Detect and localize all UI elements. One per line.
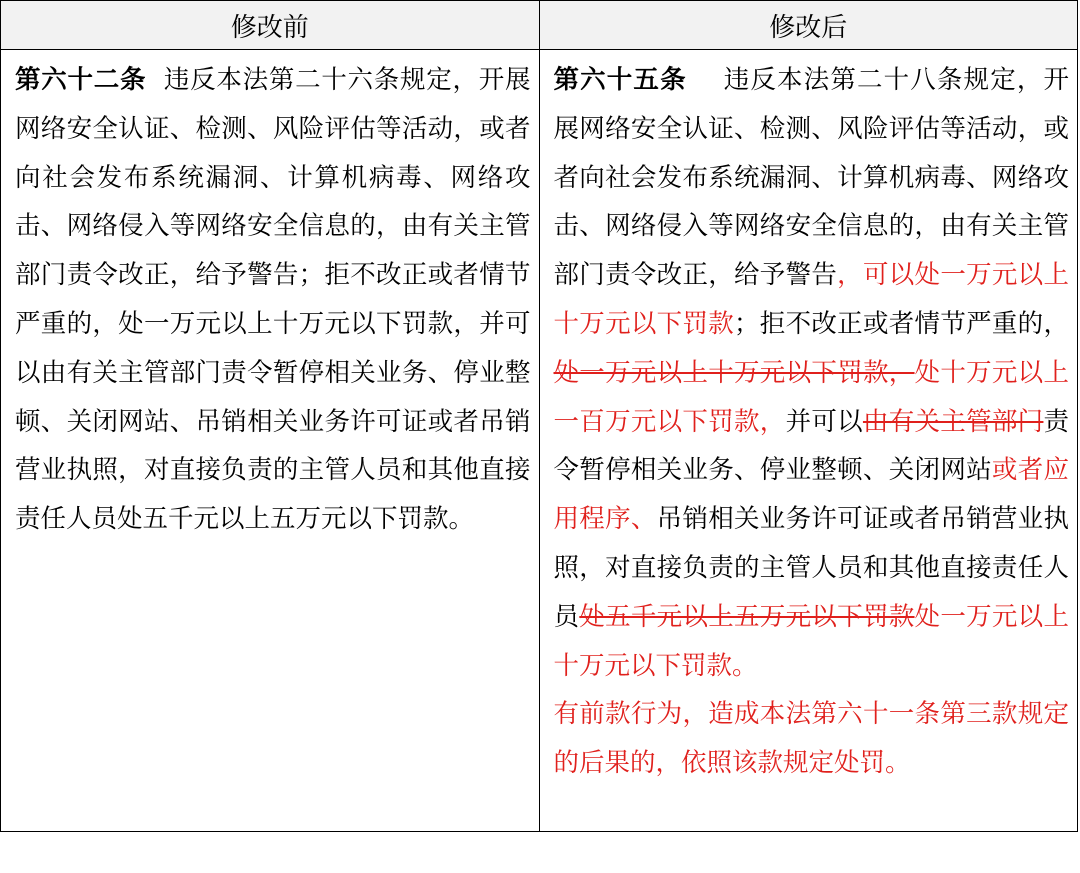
after-added-personal-fine: 处一万元以上十万元以下罚款。 (553, 601, 1069, 681)
after-deleted-fine: 处一万元以上十万元以下罚款， (553, 357, 915, 388)
header-before: 修改前 (1, 1, 540, 50)
before-cell (1, 50, 540, 832)
after-deleted-personal-fine: 处五千元以上五万元以下罚款 (579, 601, 915, 632)
body-row (1, 50, 1078, 832)
after-added-fine: ，可以处一万元以上十万元以下罚款 (553, 260, 1069, 339)
after-segment-6: 并可以 (785, 406, 863, 437)
after-segment-3: ；拒不改正或者情节严重的， (734, 308, 1069, 339)
after-segment-10: 吊销相关业务许可证或者吊销营业执照，对直接负责的主管人员和其他直接责任人员 (553, 504, 1069, 632)
before-article-number: 第六十二条 (15, 65, 147, 95)
after-cell (539, 50, 1078, 832)
after-added-app: 或者应用程序、 (553, 455, 1069, 535)
after-added-paragraph: 有前款行为，造成本法第六十一条第三款规定的后果的，依照该款规定处罚。 (553, 699, 1069, 779)
header-row (1, 1, 1078, 50)
after-text (540, 50, 1078, 788)
after-added-higher-fine: 处十万元以上一百万元以下罚款， (553, 357, 1069, 437)
after-segment-1: 违反本法第二十八条规定，开展网络安全认证、检测、风险评估等活动，或者向社会发布系统漏洞、计算机病毒、网络攻击、网络侵入等网络安全信息的，由有关主管部门责令改正，给予警告 (553, 65, 1069, 291)
before-text (1, 50, 539, 544)
header-after: 修改后 (539, 1, 1078, 50)
after-article-number: 第六十五条 (553, 65, 687, 95)
after-deleted-authority: 由有关主管部门 (862, 406, 1044, 437)
after-segment-8: 责令暂停相关业务、停业整顿、关闭网站 (553, 406, 1069, 486)
before-article-text: 违反本法第二十六条规定，开展网络安全认证、检测、风险评估等活动，或者向社会发布系统漏洞、计算机病毒、网络攻击、网络侵入等网络安全信息的，由有关主管部门责令改正，给予警告；拒不改正或者情节严重的，处一万元以上十万元以下罚款，并可以由有关主管部门责令暂停相关业务、停业整顿、关闭网站、吊销相关业务许可证或者吊销营业执照，对直接负责的主管人员和其他直接责任人员处五千元以上五万元以下罚款。 (15, 65, 531, 535)
